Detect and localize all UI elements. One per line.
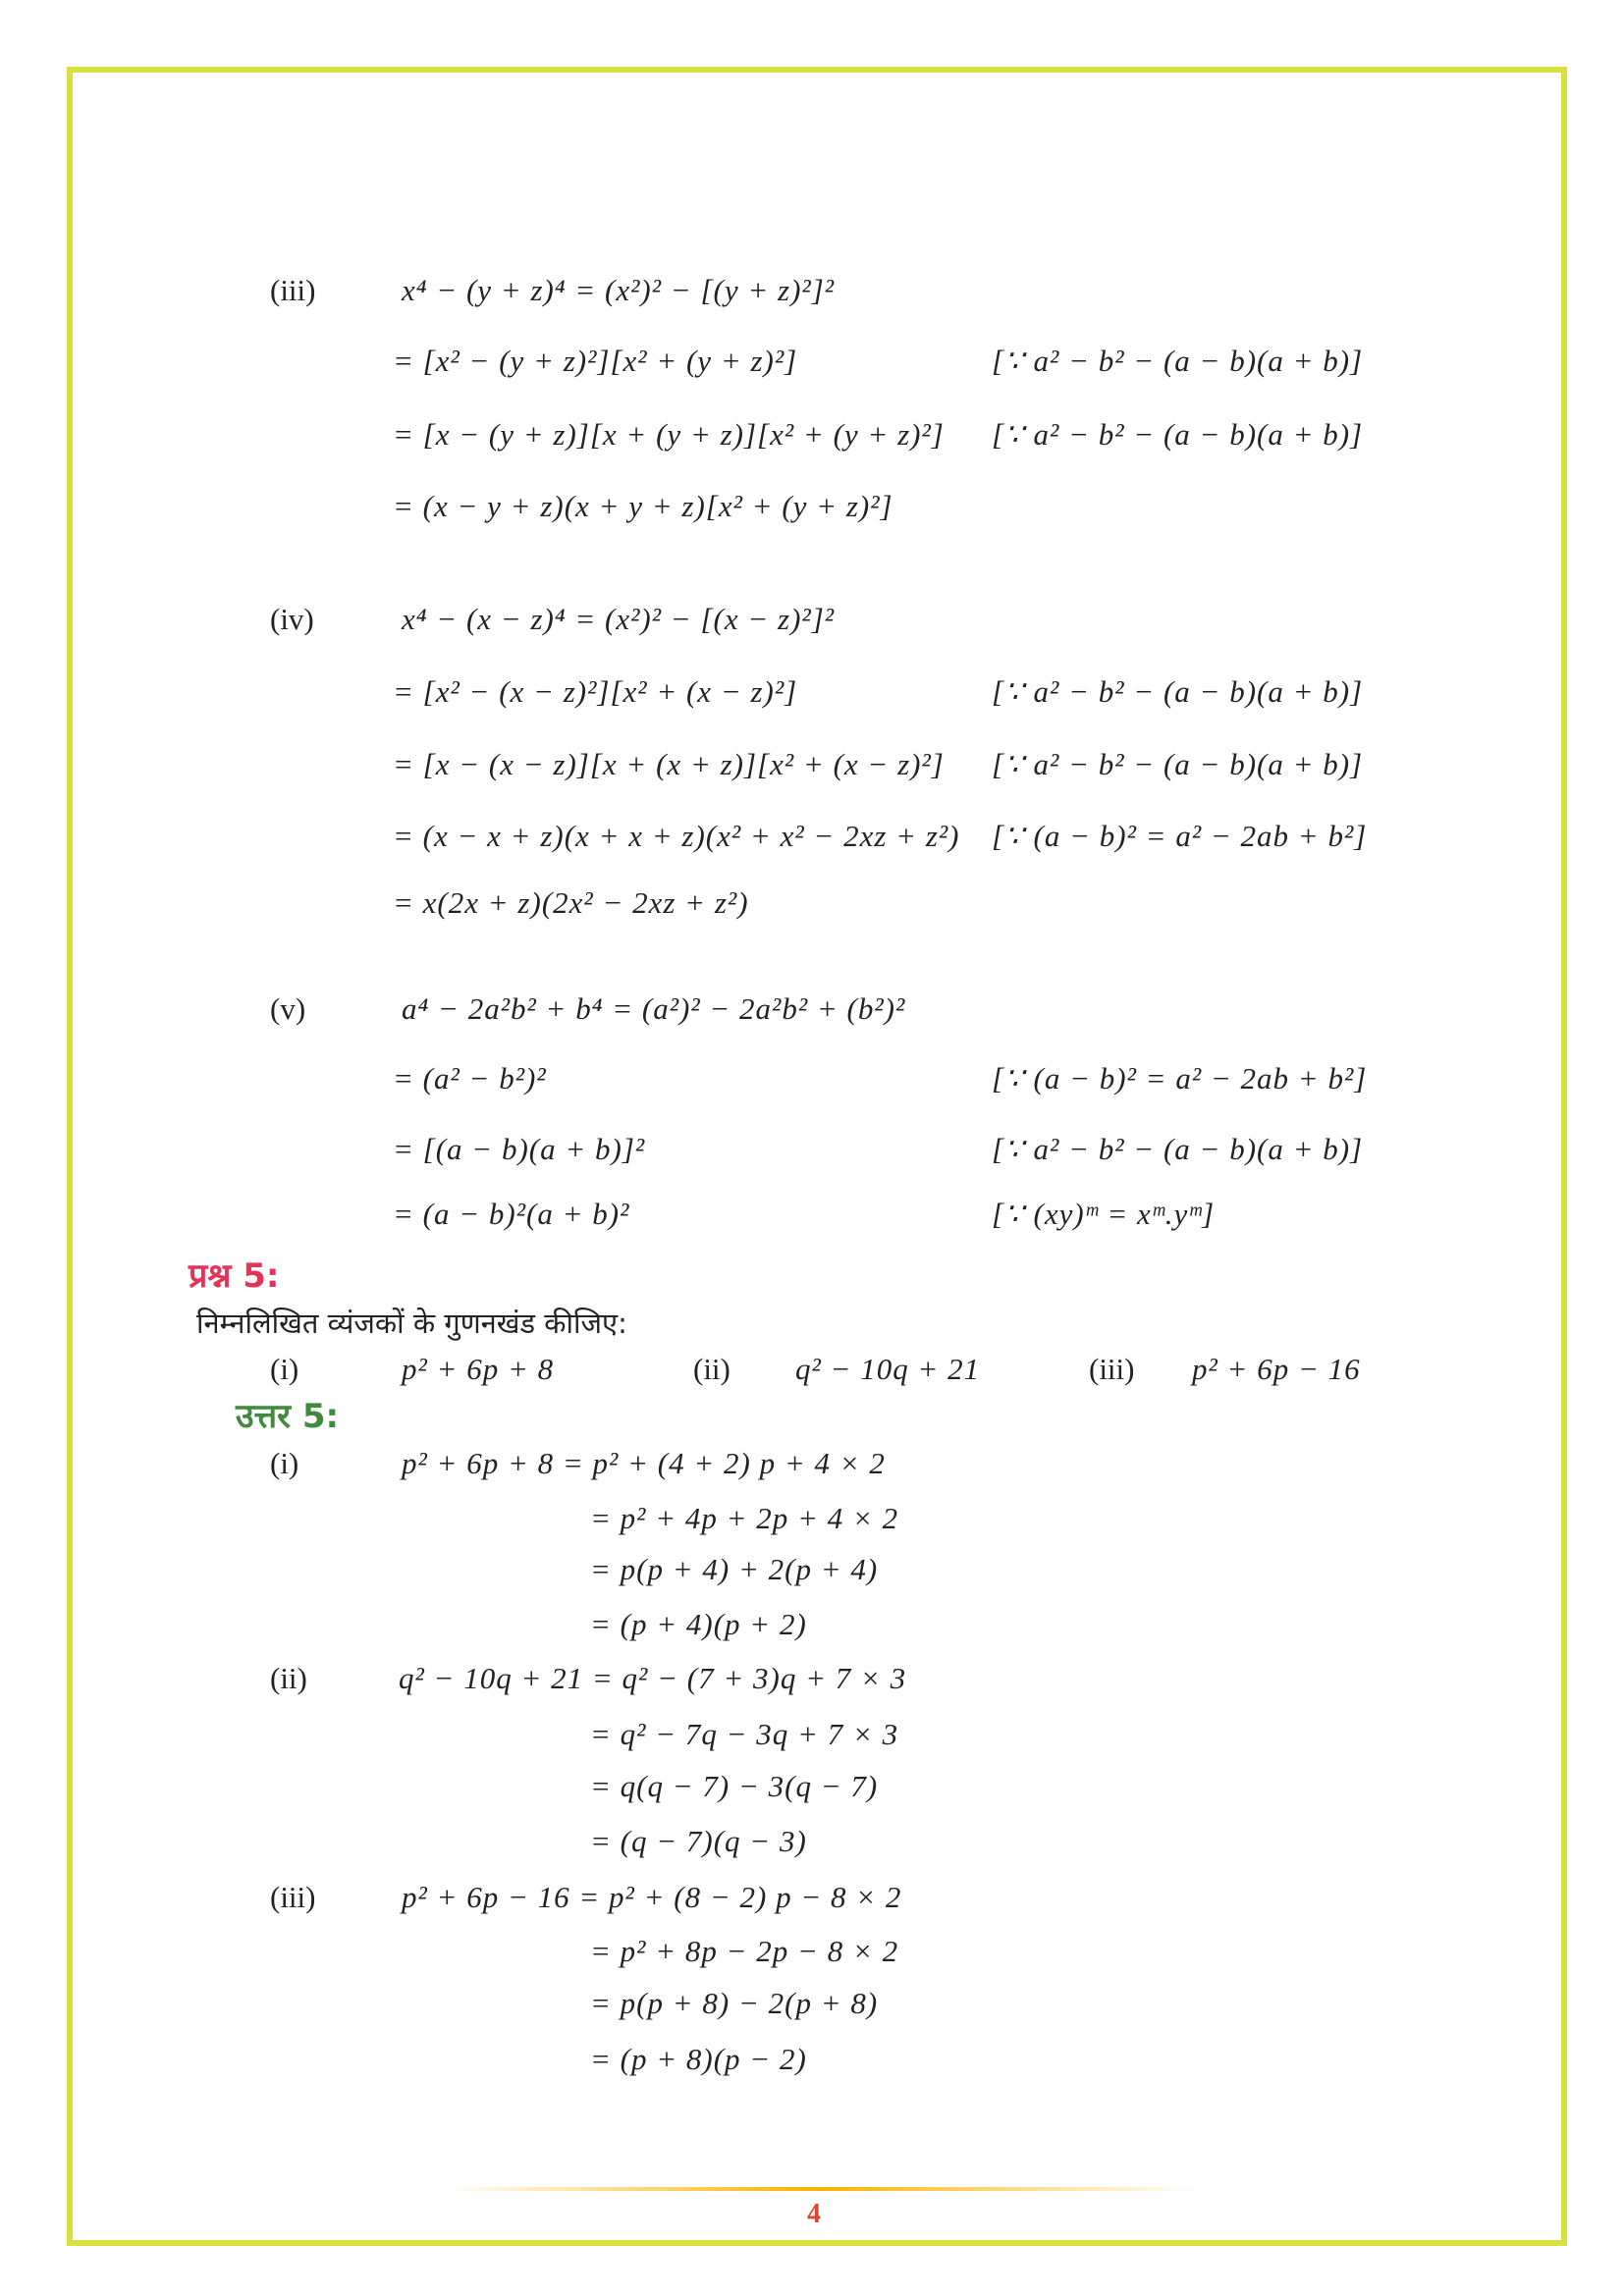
math-line: = [x − (x − z)][x + (x + z)][x² + (x − z)²] (393, 747, 945, 781)
reason: [∵ a² − b² − (a − b)(a + b)] (992, 747, 1364, 781)
reason: [∵ a² − b² − (a − b)(a + b)] (992, 417, 1364, 452)
math-line: = [x² − (y + z)²][x² + (y + z)²] (393, 344, 798, 378)
math-line: = (p + 8)(p − 2) (590, 2042, 807, 2076)
math-line: = (x − x + z)(x + x + z)(x² + x² − 2xz + z²) (393, 819, 960, 853)
math-line: a⁴ − 2a²b² + b⁴ = (a²)² − 2a²b² + (b²)² (402, 991, 906, 1026)
reason: [∵ a² − b² − (a − b)(a + b)] (992, 344, 1364, 378)
reason: [∵ (xy)ᵐ = xᵐ.yᵐ] (992, 1197, 1216, 1231)
math-line: = p² + 4p + 2p + 4 × 2 (590, 1501, 899, 1535)
item-expression: p² + 6p + 8 (402, 1352, 555, 1386)
math-line: x⁴ − (y + z)⁴ = (x²)² − [(y + z)²]² (402, 273, 836, 307)
item-label: (i) (270, 1352, 299, 1386)
part-label: (iii) (270, 273, 316, 307)
math-line: q² − 10q + 21 = q² − (7 + 3)q + 7 × 3 (399, 1661, 907, 1695)
reason: [∵ a² − b² − (a − b)(a + b)] (992, 1132, 1364, 1166)
math-line: = [(a − b)(a + b)]² (393, 1132, 646, 1166)
part-label: (iii) (270, 1880, 316, 1914)
math-line: = [x − (y + z)][x + (y + z)][x² + (y + z)²] (393, 417, 945, 452)
page-number: 4 (807, 2199, 821, 2229)
math-line: x⁴ − (x − z)⁴ = (x²)² − [(x − z)²]² (402, 602, 836, 636)
math-line: = p² + 8p − 2p − 8 × 2 (590, 1934, 899, 1968)
part-label: (i) (270, 1446, 299, 1480)
reason: [∵ (a − b)² = a² − 2ab + b²] (992, 1061, 1368, 1095)
math-line: = [x² − (x − z)²][x² + (x − z)²] (393, 674, 798, 709)
math-line: = p(p + 4) + 2(p + 4) (590, 1552, 879, 1586)
answer-heading: उत्तर 5: (236, 1397, 340, 1436)
question-heading: प्रश्न 5: (189, 1256, 280, 1296)
math-line: = x(2x + z)(2x² − 2xz + z²) (393, 885, 749, 920)
math-line: = (q − 7)(q − 3) (590, 1824, 807, 1858)
math-line: p² + 6p + 8 = p² + (4 + 2) p + 4 × 2 (402, 1446, 886, 1480)
math-line: = p(p + 8) − 2(p + 8) (590, 1986, 879, 2020)
math-line: = (p + 4)(p + 2) (590, 1607, 807, 1641)
part-label: (ii) (270, 1661, 307, 1695)
item-label: (ii) (693, 1352, 730, 1386)
math-line: = (x − y + z)(x + y + z)[x² + (y + z)²] (393, 489, 893, 523)
item-label: (iii) (1089, 1352, 1135, 1386)
math-line: p² + 6p − 16 = p² + (8 − 2) p − 8 × 2 (402, 1880, 902, 1914)
math-line: = (a − b)²(a + b)² (393, 1197, 630, 1231)
question-instruction: निम्नलिखित व्यंजकों के गुणनखंड कीजिए: (196, 1307, 627, 1340)
math-line: = q² − 7q − 3q + 7 × 3 (590, 1717, 899, 1751)
reason: [∵ a² − b² − (a − b)(a + b)] (992, 674, 1364, 709)
math-line: = q(q − 7) − 3(q − 7) (590, 1769, 879, 1803)
part-label: (v) (270, 991, 306, 1026)
item-expression: p² + 6p − 16 (1192, 1352, 1361, 1386)
math-line: = (a² − b²)² (393, 1061, 547, 1095)
reason: [∵ (a − b)² = a² − 2ab + b²] (992, 819, 1368, 853)
part-label: (iv) (270, 602, 314, 636)
item-expression: q² − 10q + 21 (795, 1352, 981, 1386)
footer-divider (443, 2187, 1195, 2191)
